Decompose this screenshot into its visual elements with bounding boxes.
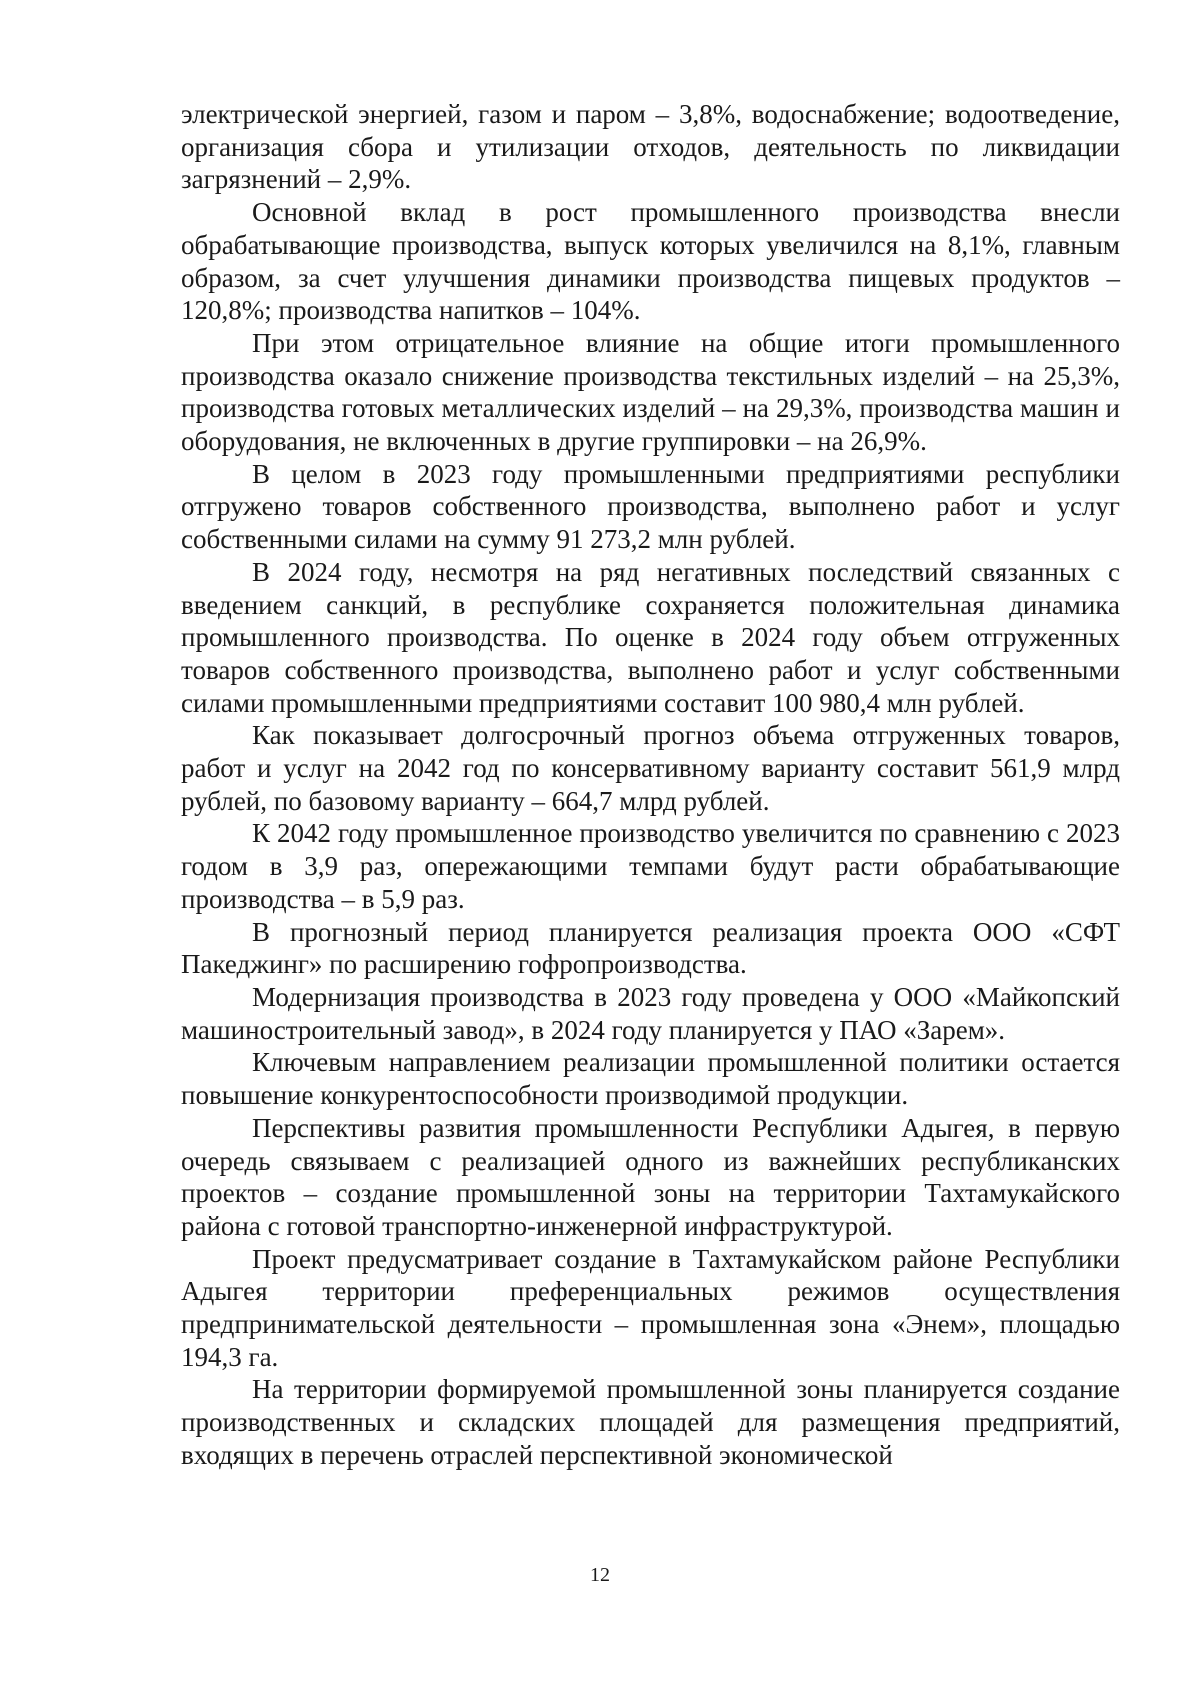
paragraph: Модернизация производства в 2023 году проведена у ООО «Майкопский машиностроительный завод», в 2024 году планируется у ПАО «Зарем». [181,981,1120,1045]
paragraph: Проект предусматривает создание в Тахтамукайском районе Республики Адыгея территории преференциальных режимов осуществления предпринимательской деятельности – промышленная зона «Энем», площадью 194,3 га. [181,1243,1120,1372]
document-body [181,98,1120,1472]
paragraph: Перспективы развития промышленности Республики Адыгея, в первую очередь связываем с реализацией одного из важнейших республиканских проектов – создание промышленной зоны на территории Тахтамукайского района с готовой транспортно-инженерной инфраструктурой. [181,1112,1120,1241]
paragraph: Основной вклад в рост промышленного производства внесли обрабатывающие производства, выпуск которых увеличился на 8,1%, главным образом, за счет улучшения динамики производства пищевых продуктов – 120,8%; производства напитков – 104%. [181,197,1120,326]
paragraph: В прогнозный период планируется реализация проекта ООО «СФТ Пакеджинг» по расширению гофропроизводства. [181,916,1120,980]
page-number: 12 [590,1564,610,1586]
paragraph: На территории формируемой промышленной зоны планируется создание производственных и складских площадей для размещения предприятий, входящих в перечень отраслей перспективной экономической [181,1374,1120,1470]
paragraph: Как показывает долгосрочный прогноз объема отгруженных товаров, работ и услуг на 2042 год по консервативному варианту составит 561,9 млрд рублей, по базовому варианту – 664,7 млрд рублей. [181,720,1120,816]
paragraph: К 2042 году промышленное производство увеличится по сравнению с 2023 годом в 3,9 раз, опережающими темпами будут расти обрабатывающие производства – в 5,9 раз. [181,818,1120,914]
paragraph: Ключевым направлением реализации промышленной политики остается повышение конкурентоспособности производимой продукции. [181,1047,1120,1111]
paragraph: В 2024 году, несмотря на ряд негативных последствий связанных с введением санкций, в республике сохраняется положительная динамика промышленного производства. По оценке в 2024 году объем отгруженных товаров собственного производства, выполнено работ и услуг собственными силами промышленными предприятиями составит 100 980,4 млн рублей. [181,556,1120,718]
paragraph: В целом в 2023 году промышленными предприятиями республики отгружено товаров собственного производства, выполнено работ и услуг собственными силами на сумму 91 273,2 млн рублей. [181,458,1120,555]
paragraph: При этом отрицательное влияние на общие итоги промышленного производства оказало снижение производства текстильных изделий – на 25,3%, производства готовых металлических изделий – на 29,3%, производства машин и оборудования, не включенных в другие группировки – на 26,9%. [181,327,1120,457]
paragraph-continuation: электрической энергией, газом и паром – 3,8%, водоснабжение; водоотведение, организация сбора и утилизации отходов, деятельность по ликвидации загрязнений – 2,9%. [181,99,1120,195]
